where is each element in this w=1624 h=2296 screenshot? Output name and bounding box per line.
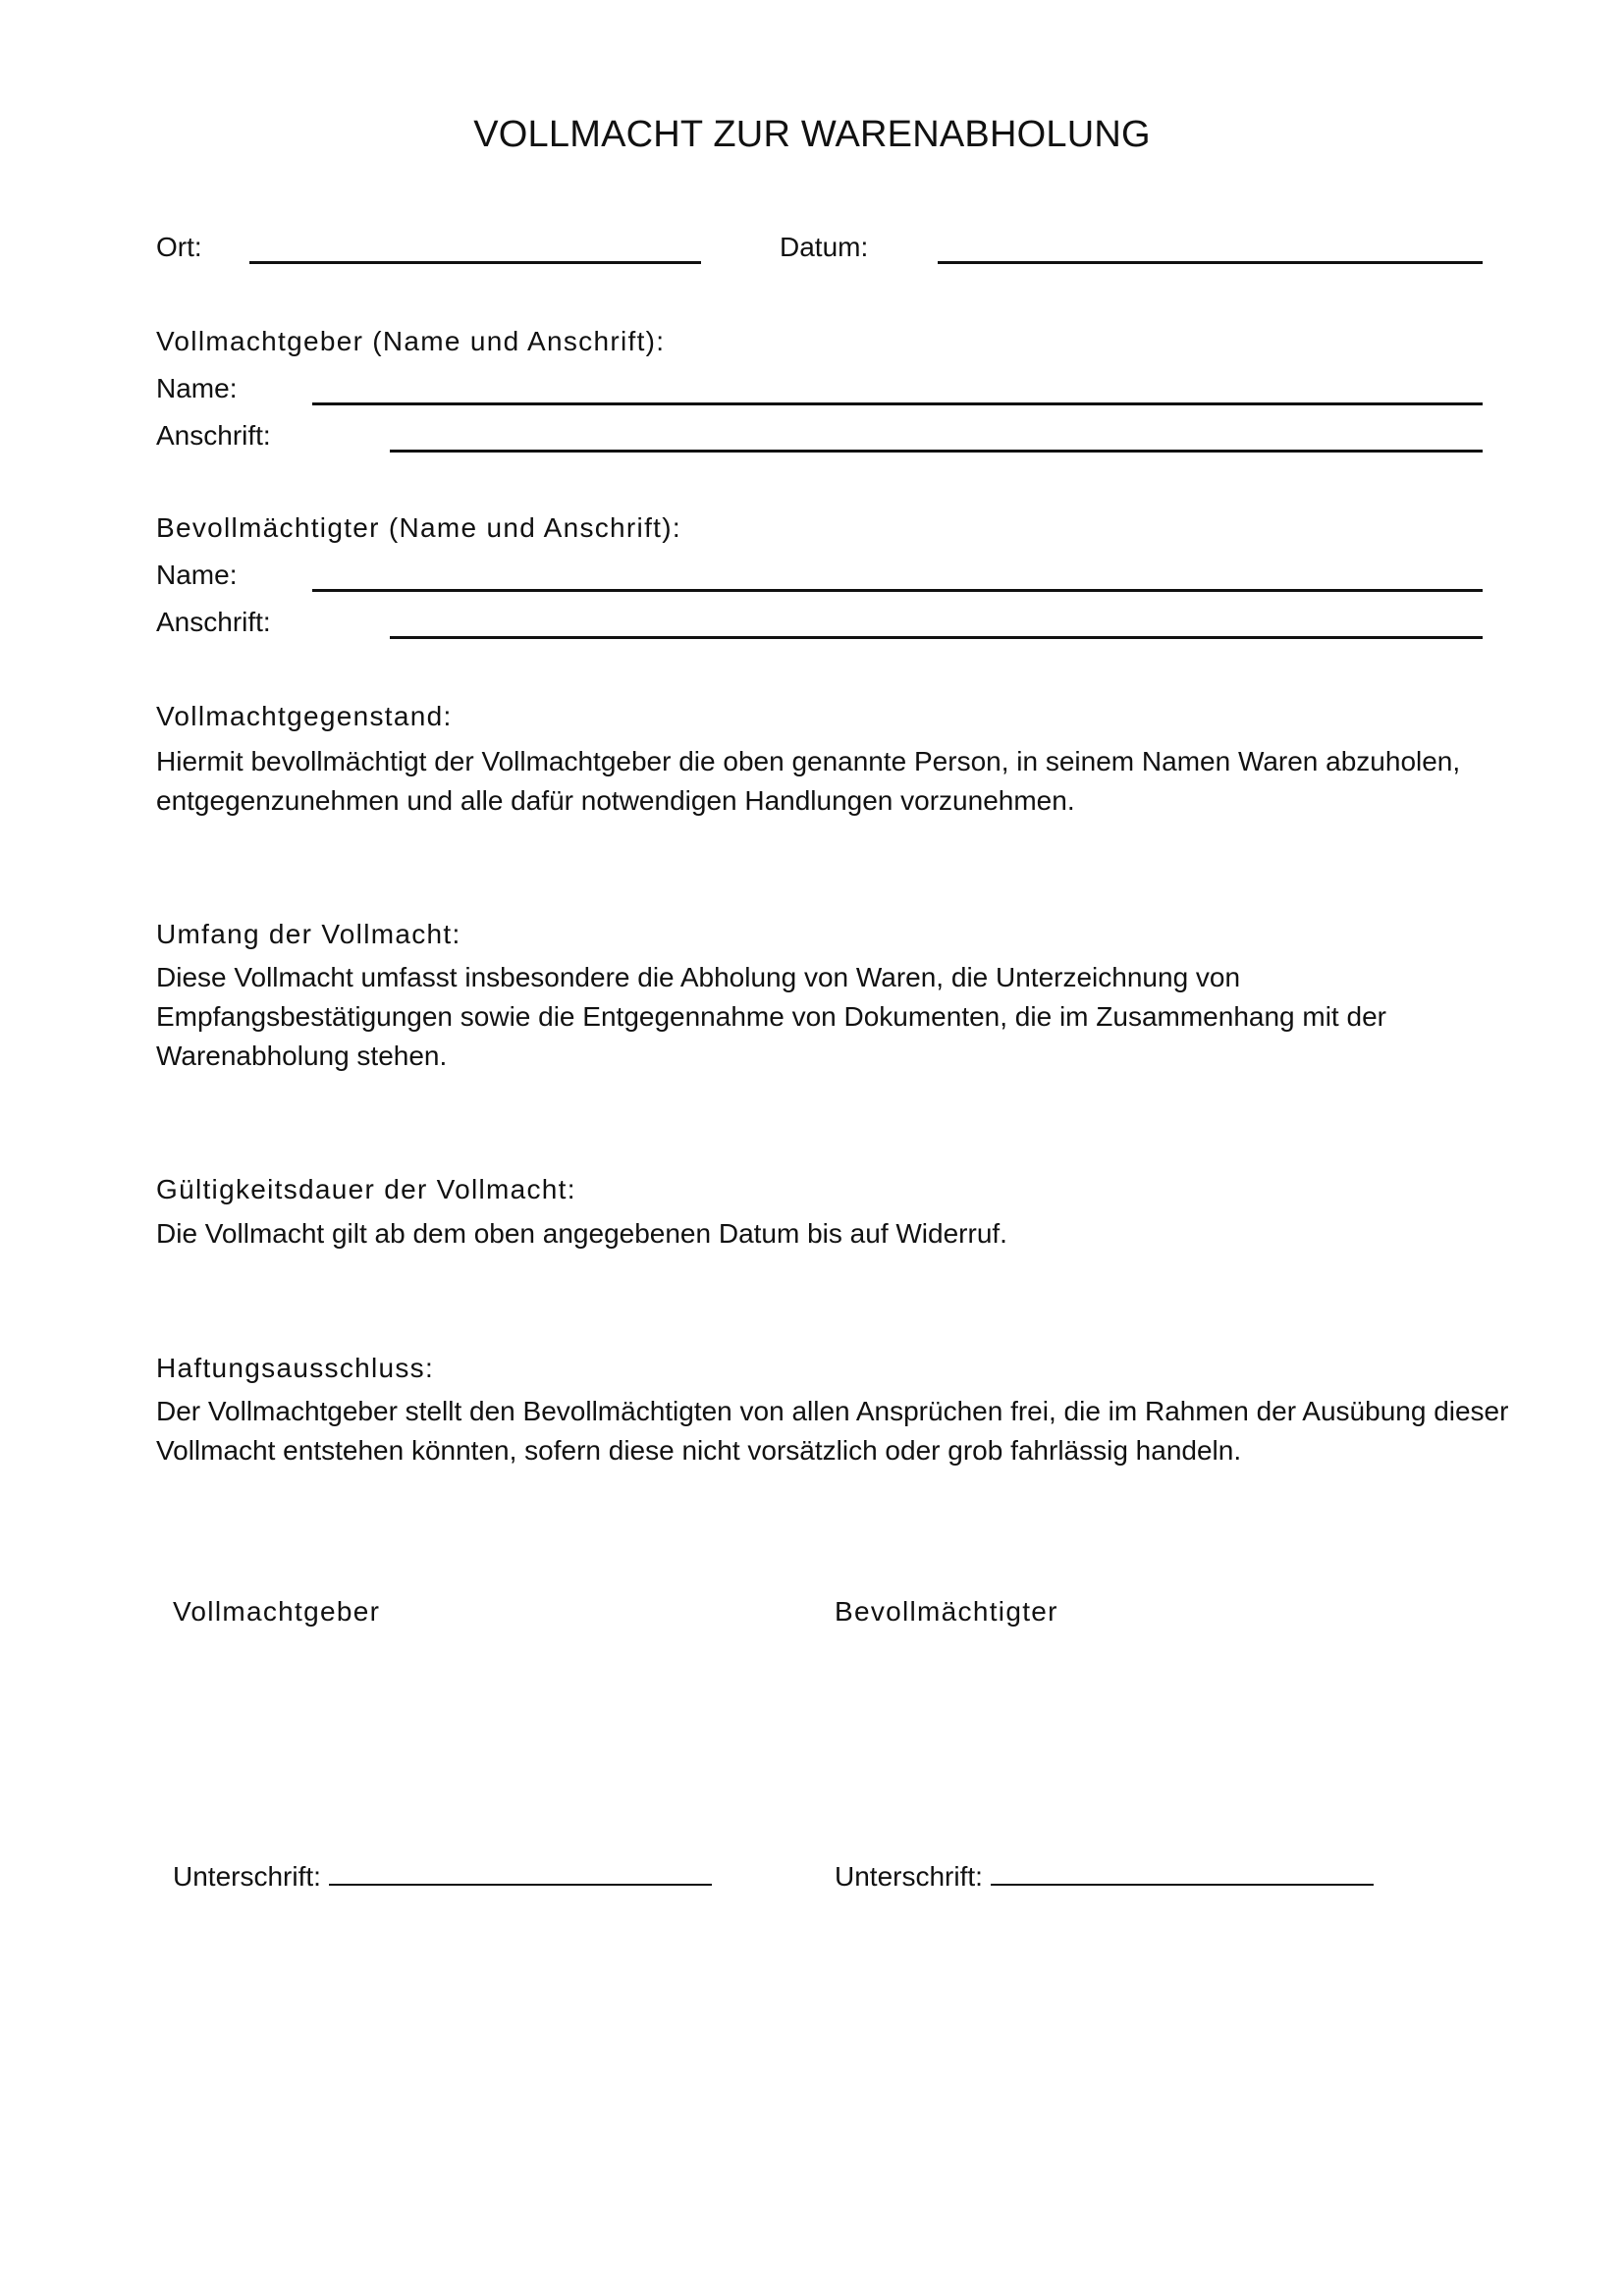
umfang-text: Diese Vollmacht umfasst insbesondere die Abholung von Waren, die Unterzeichnung von Empfangsbestätigungen sowie die Entgegennahme von Dokumenten, die im Zusammenhang mit der Warenabholung stehen. — [156, 962, 1386, 1071]
document-title: VOLLMACHT ZUR WARENABHOLUNG — [473, 114, 1151, 155]
bevollmaechtigter-name-label: Name: — [156, 560, 238, 590]
vollmachtgeber-name-label: Name: — [156, 373, 238, 403]
datum-field[interactable] — [938, 261, 1483, 264]
umfang-heading: Umfang der Vollmacht: — [156, 919, 461, 949]
gueltigkeit-text: Die Vollmacht gilt ab dem oben angegebenen Datum bis auf Widerruf. — [156, 1218, 1007, 1249]
bevollmaechtigter-anschrift-field[interactable] — [390, 636, 1483, 639]
signature-line-right[interactable] — [991, 1862, 1374, 1886]
signature-block-right — [835, 1861, 1374, 1893]
bevollmaechtigter-anschrift-label: Anschrift: — [156, 607, 271, 637]
signature-line-left[interactable] — [329, 1862, 712, 1886]
datum-label: Datum: — [780, 232, 869, 262]
gegenstand-text: Hiermit bevollmächtigt der Vollmachtgeber die oben genannte Person, in seinem Namen Waren abzuholen, entgegenzunehmen und alle dafür notwendigen Handlungen vorzunehmen. — [156, 746, 1461, 816]
signature-role-vollmachtgeber: Vollmachtgeber — [173, 1596, 381, 1627]
vollmachtgeber-name-field[interactable] — [312, 402, 1483, 405]
gueltigkeit-heading: Gültigkeitsdauer der Vollmacht: — [156, 1174, 576, 1204]
signature-label-left: Unterschrift: — [173, 1861, 321, 1892]
ort-field[interactable] — [249, 261, 701, 264]
gegenstand-heading: Vollmachtgegenstand: — [156, 701, 453, 731]
vollmachtgeber-anschrift-label: Anschrift: — [156, 420, 271, 451]
bevollmaechtigter-heading: Bevollmächtigter (Name und Anschrift): — [156, 512, 681, 543]
haftung-text: Der Vollmachtgeber stellt den Bevollmächtigten von allen Ansprüchen frei, die im Rahmen der Ausübung dieser Vollmacht entstehen könnten, sofern diese nicht vorsätzlich oder grob fahrlässig handeln. — [156, 1396, 1509, 1466]
signature-block-left — [173, 1861, 712, 1893]
vollmachtgeber-heading: Vollmachtgeber (Name und Anschrift): — [156, 326, 666, 356]
vollmachtgeber-anschrift-field[interactable] — [390, 450, 1483, 453]
haftung-heading: Haftungsausschluss: — [156, 1353, 435, 1383]
signature-role-bevollmaechtigter: Bevollmächtigter — [835, 1596, 1058, 1627]
ort-label: Ort: — [156, 232, 202, 262]
bevollmaechtigter-name-field[interactable] — [312, 589, 1483, 592]
signature-label-right: Unterschrift: — [835, 1861, 983, 1892]
